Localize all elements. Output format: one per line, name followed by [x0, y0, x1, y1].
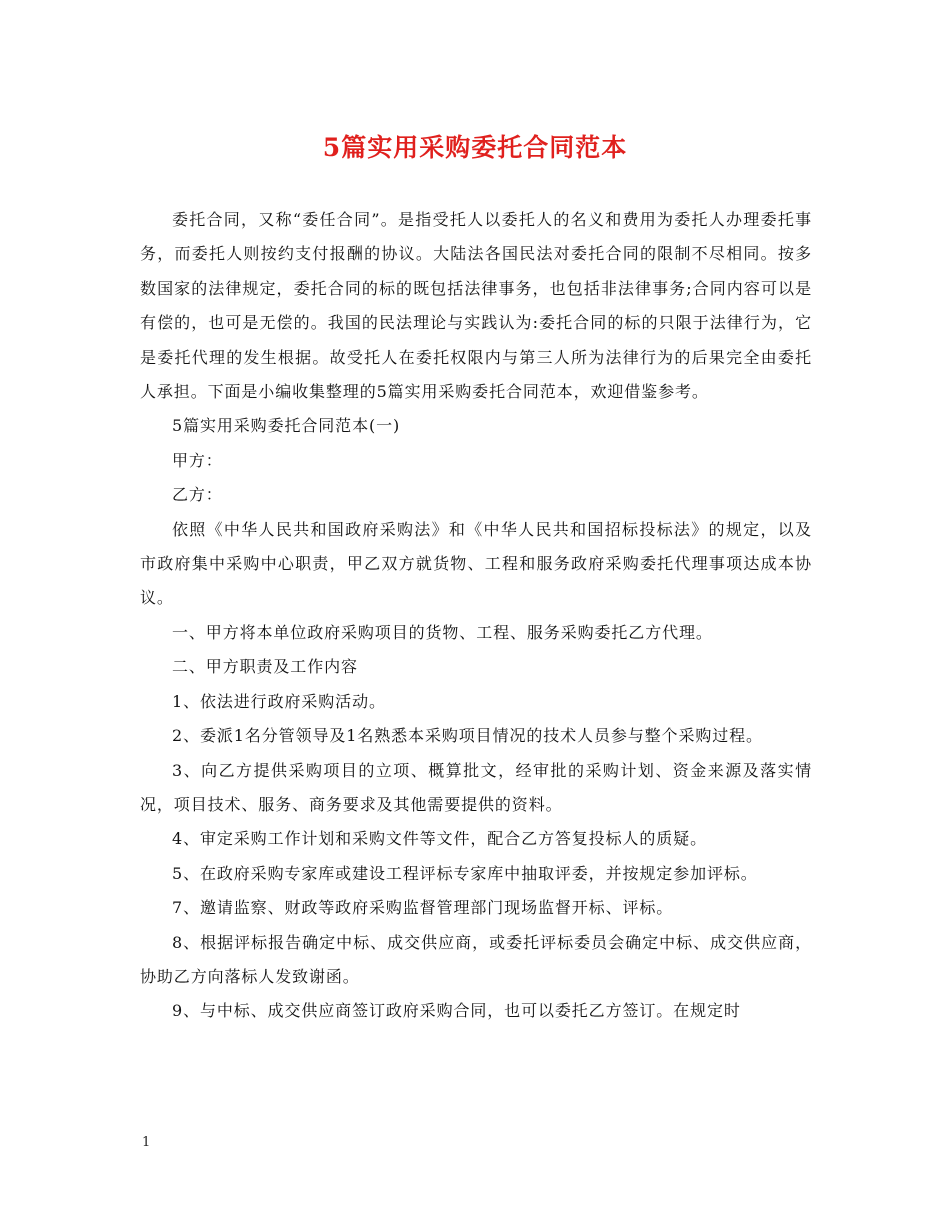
- paragraph-item-2: 2、委派1名分管领导及1名熟悉本采购项目情况的技术人员参与整个采购过程。: [172, 726, 763, 746]
- paragraph-section-heading: 5篇实用采购委托合同范本(一): [172, 416, 401, 436]
- page-number: 1: [142, 1135, 151, 1150]
- paragraph-clause-2: 二、甲方职责及工作内容: [172, 657, 358, 677]
- paragraph-item-9: 9、与中标、成交供应商签订政府采购合同，也可以委托乙方签订。在规定时: [172, 1001, 741, 1021]
- paragraph-item-8: 8、根据评标报告确定中标、成交供应商，或委托评标委员会确定中标、成交供应商，协助乙方向落标人发致谢函。: [140, 932, 812, 986]
- document-title: 5篇实用采购委托合同范本: [322, 133, 628, 162]
- paragraph-item-3: 3、向乙方提供采购项目的立项、概算批文，经审批的采购计划、资金来源及落实情况，项目技术、服务、商务要求及其他需要提供的资料。: [140, 760, 812, 814]
- paragraph-clause-1: 一、甲方将本单位政府采购项目的货物、工程、服务采购委托乙方代理。: [172, 622, 713, 642]
- paragraph-item-4: 4、审定采购工作计划和采购文件等文件，配合乙方答复投标人的质疑。: [172, 829, 707, 849]
- paragraph-item-5: 5、在政府采购专家库或建设工程评标专家库中抽取评委，并按规定参加评标。: [172, 863, 758, 883]
- paragraph-legal-basis: 依照《中华人民共和国政府采购法》和《中华人民共和国招标投标法》的规定，以及市政府集中采购中心职责，甲乙双方就货物、工程和服务政府采购委托代理事项达成本协议。: [140, 519, 812, 608]
- paragraph-item-7: 7、邀请监察、财政等政府采购监督管理部门现场监督开标、评标。: [172, 898, 674, 918]
- document-body: [140, 203, 812, 1029]
- paragraph-item-1: 1、依法进行政府采购活动。: [172, 691, 386, 711]
- paragraph-intro: 委托合同，又称“委任合同”。是指受托人以委托人的名义和费用为委托人办理委托事务，而委托人则按约支付报酬的协议。大陆法各国民法对委托合同的限制不尽相同。按多数国家的法律规定，委托合同的标的既包括法律事务，也包括非法律事务;合同内容可以是有偿的，也可是无偿的。我国的民法理论与实践认为:委托合同的标的只限于法律行为，它是委托代理的发生根据。故受托人在委托权限内与第三人所为法律行为的后果完全由委托人承担。下面是小编收集整理的5篇实用采购委托合同范本，欢迎借鉴参考。: [140, 210, 812, 402]
- paragraph-party-b: 乙方：: [172, 485, 223, 505]
- paragraph-party-a: 甲方：: [172, 450, 223, 470]
